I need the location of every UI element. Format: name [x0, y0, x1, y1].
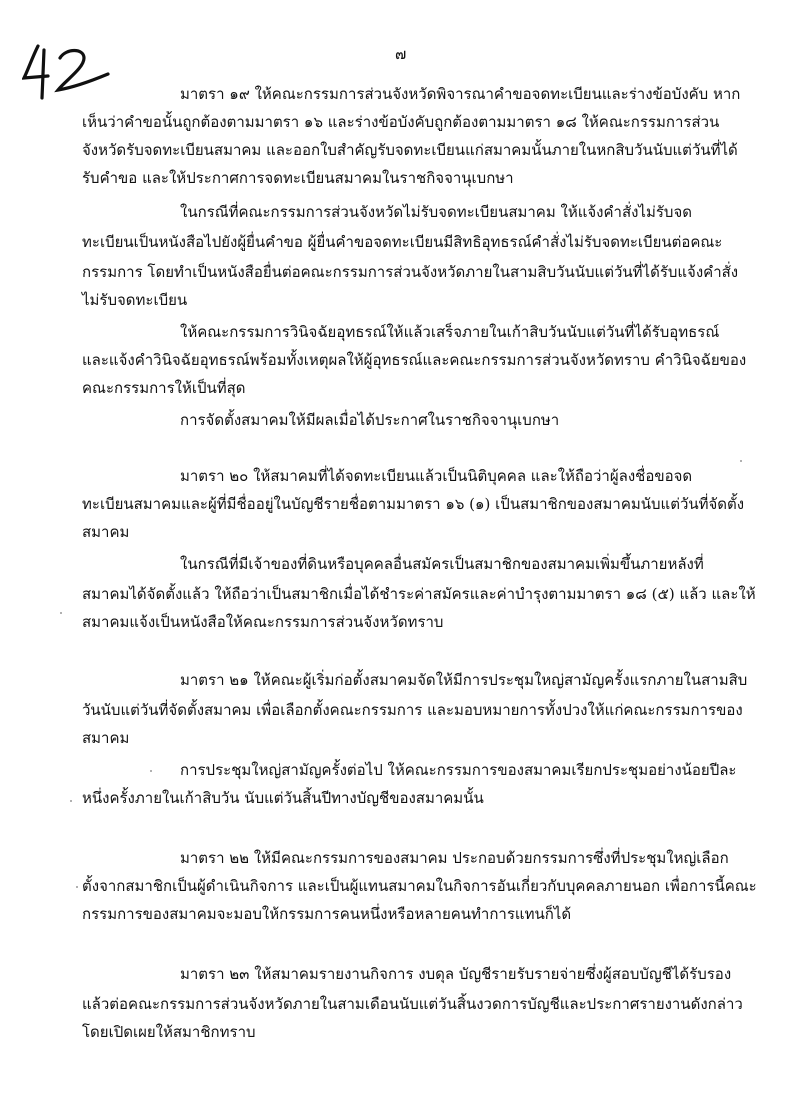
text-line: หนึ่งครั้งภายในเก้าสิบวัน นับแต่วันสิ้นปีทางบัญชีของสมาคมนั้น: [82, 789, 484, 807]
text-line: ตั้งจากสมาชิกเป็นผู้ดำเนินกิจการ และเป็นผู้แทนสมาคมในกิจการอันเกี่ยวกับบุคคลภายนอก เพื่อการนี้คณะ: [82, 877, 757, 895]
text-line: มาตรา ๒๐ ให้สมาคมที่ได้จดทะเบียนแล้วเป็นนิติบุคคล และให้ถือว่าผู้ลงชื่อขอจด: [180, 467, 693, 485]
text-line: กรรมการของสมาคมจะมอบให้กรรมการคนหนึ่งหรือหลายคนทำการแทนก็ได้: [82, 905, 572, 923]
text-line: สมาคม: [82, 729, 130, 747]
text-line: แล้วต่อคณะกรรมการส่วนจังหวัดภายในสามเดือนนับแต่วันสิ้นงวดการบัญชีและประกาศรายงานดังกล่าว: [82, 995, 743, 1013]
text-line: โดยเปิดเผยให้สมาชิกทราบ: [82, 1023, 256, 1041]
text-line: และแจ้งคำวินิจฉัยอุทธรณ์พร้อมทั้งเหตุผลให้ผู้อุทธรณ์และคณะกรรมการส่วนจังหวัดทราบ คำวินิจฉัยของ: [82, 351, 747, 369]
text-line: วันนับแต่วันที่จัดตั้งสมาคม เพื่อเลือกตั้งคณะกรรมการ และมอบหมายการทั้งปวงให้แก่คณะกรรมการของ: [82, 701, 743, 719]
text-line: คณะกรรมการให้เป็นที่สุด: [82, 379, 246, 397]
text-line: การจัดตั้งสมาคมให้มีผลเมื่อได้ประกาศในราชกิจจานุเบกษา: [180, 411, 560, 429]
text-line: ให้คณะกรรมการวินิจฉัยอุทธรณ์ให้แล้วเสร็จภายในเก้าสิบวันนับแต่วันที่ได้รับอุทธรณ์: [180, 323, 720, 341]
text-line: สมาคม: [82, 523, 130, 541]
scan-speck: [740, 460, 742, 462]
scan-speck: [60, 612, 62, 614]
text-line: สมาคมได้จัดตั้งแล้ว ให้ถือว่าเป็นสมาชิกเมื่อได้ชำระค่าสมัครและค่าบำรุงตามมาตรา ๑๘ (๕) แล้ว และให้: [82, 585, 756, 603]
text-line: ทะเบียนเป็นหนังสือไปยังผู้ยื่นคำขอ ผู้ยื่นคำขอจดทะเบียนมีสิทธิอุทธรณ์คำสั่งไม่รับจดทะเบียนต่อคณะ: [82, 233, 723, 251]
text-line: จังหวัดรับจดทะเบียนสมาคม และออกใบสำคัญรับจดทะเบียนแก่สมาคมนั้นภายในหกสิบวันนับแต่วันที่ได้: [82, 141, 738, 159]
text-line: มาตรา ๒๒ ให้มีคณะกรรมการของสมาคม ประกอบด้วยกรรมการซึ่งที่ประชุมใหญ่เลือก: [180, 849, 729, 867]
text-line: เห็นว่าคำขอนั้นถูกต้องตามมาตรา ๑๖ และร่างข้อบังคับถูกต้องตามมาตรา ๑๘ ให้คณะกรรมการส่วน: [82, 113, 720, 131]
text-line: มาตรา ๒๑ ให้คณะผู้เริ่มก่อตั้งสมาคมจัดให้มีการประชุมใหญ่สามัญครั้งแรกภายในสามสิบ: [180, 671, 748, 689]
text-line: สมาคมแจ้งเป็นหนังสือให้คณะกรรมการส่วนจังหวัดทราบ: [82, 613, 444, 631]
scan-speck: [150, 770, 152, 772]
handwritten-page-number: [22, 40, 112, 100]
text-line: ในกรณีที่มีเจ้าของที่ดินหรือบุคคลอื่นสมัครเป็นสมาชิกของสมาคมเพิ่มขึ้นภายหลังที่: [180, 555, 704, 573]
text-line: มาตรา ๒๓ ให้สมาคมรายงานกิจการ งบดุล บัญชีรายรับรายจ่ายซึ่งผู้สอบบัญชีได้รับรอง: [180, 965, 732, 983]
text-line: การประชุมใหญ่สามัญครั้งต่อไป ให้คณะกรรมการของสมาคมเรียกประชุมอย่างน้อยปีละ: [180, 761, 737, 779]
text-line: ในกรณีที่คณะกรรมการส่วนจังหวัดไม่รับจดทะเบียนสมาคม ให้แจ้งคำสั่งไม่รับจด: [180, 203, 692, 221]
text-line: กรรมการ โดยทำเป็นหนังสือยื่นต่อคณะกรรมการส่วนจังหวัดภายในสามสิบวันนับแต่วันที่ได้รับแจ้งคำสั่ง: [82, 263, 739, 281]
text-line: ทะเบียนสมาคมและผู้ที่มีชื่ออยู่ในบัญชีรายชื่อตามมาตรา ๑๖ (๑) เป็นสมาชิกของสมาคมนับแต่วันที่จัดตั้ง: [82, 495, 745, 513]
text-line: มาตรา ๑๙ ให้คณะกรรมการส่วนจังหวัดพิจารณาคำขอจดทะเบียนและร่างข้อบังคับ หาก: [180, 85, 741, 103]
scan-speck: [76, 886, 78, 888]
text-line: ไม่รับจดทะเบียน: [82, 291, 188, 309]
scan-speck: [70, 800, 72, 802]
text-line: รับคำขอ และให้ประกาศการจดทะเบียนสมาคมในราชกิจจานุเบกษา: [82, 169, 514, 187]
page-number: ๗: [395, 45, 407, 63]
